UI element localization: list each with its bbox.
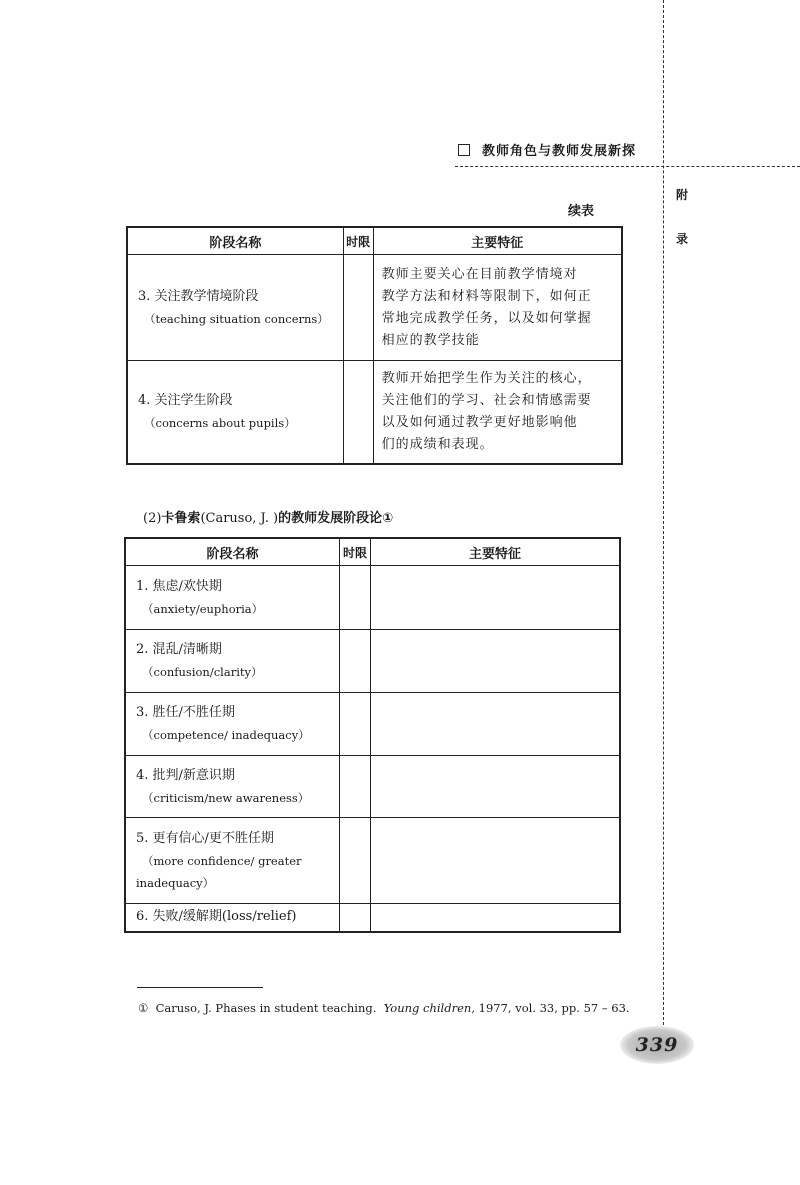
footnote-journal: Young children xyxy=(383,1001,472,1015)
side-label-2: 录 xyxy=(676,232,689,246)
header-stage-name: 阶段名称 xyxy=(125,538,340,566)
table-row xyxy=(125,818,620,904)
duration-cell xyxy=(340,630,371,693)
table-row xyxy=(127,361,622,464)
stage-name-en: （competence/ inadequacy） xyxy=(142,728,310,742)
continued-label: 续表 xyxy=(568,204,595,219)
header-duration: 时限 xyxy=(340,538,371,566)
stage-name-en: （more confidence/ greater xyxy=(142,853,302,868)
stage-name-cell xyxy=(125,566,340,630)
footnote-details: , 1977, vol. 33, pp. 57 – 63. xyxy=(471,1001,630,1015)
stage-name-en: （confusion/clarity） xyxy=(142,665,263,679)
stage-name-cell xyxy=(127,255,343,361)
duration-cell xyxy=(343,255,373,361)
stage-name: 3. 关注教学情境阶段 xyxy=(138,288,259,304)
duration-cell xyxy=(340,693,371,756)
stage-name-cell xyxy=(125,630,340,693)
footnote-text: Caruso, J. Phases in student teaching. xyxy=(155,1001,377,1015)
table-row xyxy=(125,630,620,693)
duration-cell xyxy=(340,904,371,932)
margin-dashed-line xyxy=(663,0,664,1035)
stage-name: 5. 更有信心/更不胜任期 xyxy=(136,830,274,846)
section-title xyxy=(143,507,393,526)
table-row xyxy=(127,255,622,361)
footnote-rule xyxy=(137,987,263,988)
features-line: 教师主要关心在目前教学情境对 xyxy=(381,266,578,282)
features-cell xyxy=(373,255,622,361)
table-row xyxy=(125,566,620,630)
stage-name: 3. 胜任/不胜任期 xyxy=(136,705,235,720)
table-row xyxy=(125,693,620,756)
features-line: 教学方法和材料等限制下，如何正 xyxy=(381,288,592,304)
table-row xyxy=(125,756,620,818)
stage-name-cell xyxy=(125,904,340,932)
table-header-row xyxy=(127,227,622,255)
stage-name-cell xyxy=(125,756,340,818)
section-number: (2) xyxy=(143,511,162,526)
caruso-stage-table xyxy=(124,537,621,933)
features-line: 常地完成教学任务，以及如何掌握 xyxy=(381,310,592,326)
header-stage-name: 阶段名称 xyxy=(127,227,343,255)
stage-table-continued xyxy=(126,226,623,465)
features-line: 教师开始把学生作为关注的核心， xyxy=(381,370,592,386)
section-author-cn: 卡鲁索 xyxy=(161,511,201,526)
features-cell xyxy=(373,361,622,464)
side-label-1: 附 xyxy=(676,188,689,202)
stage-name: 6. 失败/缓解期(loss/relief) xyxy=(136,909,297,925)
table-row xyxy=(125,904,620,932)
table-header-row xyxy=(125,538,620,566)
features-cell xyxy=(370,904,620,932)
features-line: 相应的教学技能 xyxy=(381,332,480,348)
footnote-mark: ① xyxy=(138,1001,149,1015)
stage-name: 2. 混乱/清晰期 xyxy=(136,642,222,657)
stage-name-en: （anxiety/euphoria） xyxy=(142,601,264,616)
stage-name-en: （teaching situation concerns） xyxy=(144,311,329,326)
running-header xyxy=(458,140,663,159)
stage-name: 1. 焦虑/欢快期 xyxy=(136,578,222,594)
features-cell xyxy=(370,630,620,693)
header-dashed-line xyxy=(455,166,800,167)
features-line: 以及如何通过教学更好地影响他 xyxy=(381,414,578,430)
features-line: 们的成绩和表现。 xyxy=(381,436,494,452)
features-cell xyxy=(370,693,620,756)
duration-cell xyxy=(340,566,371,630)
duration-cell xyxy=(343,361,373,464)
footnote xyxy=(138,1001,630,1015)
section-author-en: (Caruso, J. ) xyxy=(200,511,279,526)
stage-name-cell xyxy=(127,361,343,464)
page-number: 339 xyxy=(620,1026,694,1064)
stage-name: 4. 批判/新意识期 xyxy=(136,767,235,783)
stage-name-en: （concerns about pupils） xyxy=(144,415,296,430)
header-features: 主要特征 xyxy=(370,538,620,566)
header-duration: 时限 xyxy=(343,227,373,255)
features-line: 关注他们的学习、社会和情感需要 xyxy=(381,392,592,408)
features-cell xyxy=(370,756,620,818)
stage-name-cell xyxy=(125,693,340,756)
square-icon xyxy=(458,144,470,156)
features-cell xyxy=(370,818,620,904)
stage-name-en: （criticism/new awareness） xyxy=(142,790,310,805)
stage-name-en-cont: inadequacy） xyxy=(136,875,215,890)
features-cell xyxy=(370,566,620,630)
stage-name-cell xyxy=(125,818,340,904)
header-title: 教师角色与教师发展新探 xyxy=(482,144,637,159)
duration-cell xyxy=(340,818,371,904)
header-features: 主要特征 xyxy=(373,227,622,255)
stage-name: 4. 关注学生阶段 xyxy=(138,392,233,408)
section-title-rest: 的教师发展阶段论① xyxy=(278,511,394,526)
duration-cell xyxy=(340,756,371,818)
